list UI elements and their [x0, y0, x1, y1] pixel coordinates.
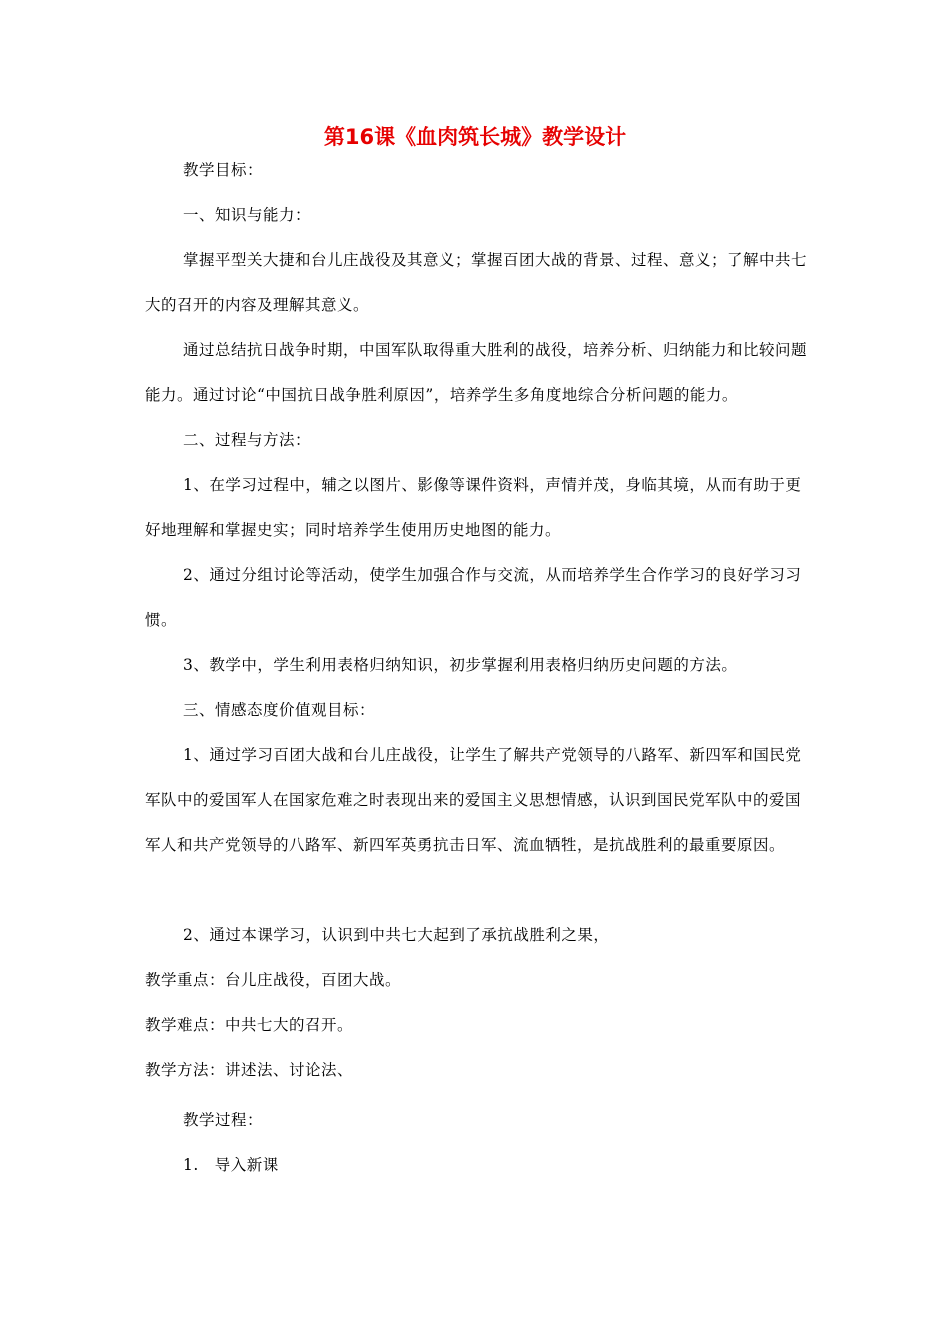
paragraph-process-2: 2、通过分组讨论等活动，使学生加强合作与交流，从而培养学生合作学习的良好学习习惯。	[145, 566, 802, 629]
document-title: 第16课《血肉筑长城》教学设计	[323, 125, 627, 149]
paragraph-key-points: 教学重点：台儿庄战役，百团大战。	[145, 971, 402, 989]
paragraph-knowledge-detail: 掌握平型关大捷和台儿庄战役及其意义；掌握百团大战的背景、过程、意义；了解中共七大的召开的内容及理解其意义。	[145, 251, 808, 314]
paragraph-difficulties: 教学难点：中共七大的召开。	[145, 1016, 354, 1034]
paragraph-emotion-2: 2、通过本课学习，认识到中共七大起到了承抗战胜利之果，	[183, 926, 610, 944]
paragraph-process-3: 3、教学中，学生利用表格归纳知识，初步掌握利用表格归纳历史问题的方法。	[183, 656, 738, 674]
paragraph-teaching-process: 教学过程：	[183, 1111, 264, 1129]
paragraph-process-method: 二、过程与方法：	[183, 431, 312, 449]
paragraph-summary-ability: 通过总结抗日战争时期，中国军队取得重大胜利的战役，培养分析、归纳能力和比较问题能力。通过讨论“中国抗日战争胜利原因”，培养学生多角度地综合分析问题的能力。	[145, 341, 808, 404]
paragraph-knowledge-ability: 一、知识与能力：	[183, 206, 312, 224]
paragraph-emotion-1: 1、通过学习百团大战和台儿庄战役，让学生了解共产党领导的八路军、新四军和国民党军队中的爱国军人在国家危难之时表现出来的爱国主义思想情感，认识到国民党军队中的爱国军人和共产党领导的八路军、新四军英勇抗击日军、流血牺牲，是抗战胜利的最重要原因。	[145, 746, 802, 854]
paragraph-intro-lesson: 1. 导入新课	[183, 1156, 279, 1174]
paragraph-process-1: 1、在学习过程中，辅之以图片、影像等课件资料，声情并茂，身临其境，从而有助于更好地理解和掌握史实；同时培养学生使用历史地图的能力。	[145, 476, 802, 539]
paragraph-emotion-goals: 三、情感态度价值观目标：	[183, 701, 376, 719]
paragraph-methods: 教学方法：讲述法、讨论法、	[145, 1061, 354, 1079]
paragraph-teaching-goals: 教学目标：	[183, 161, 264, 179]
